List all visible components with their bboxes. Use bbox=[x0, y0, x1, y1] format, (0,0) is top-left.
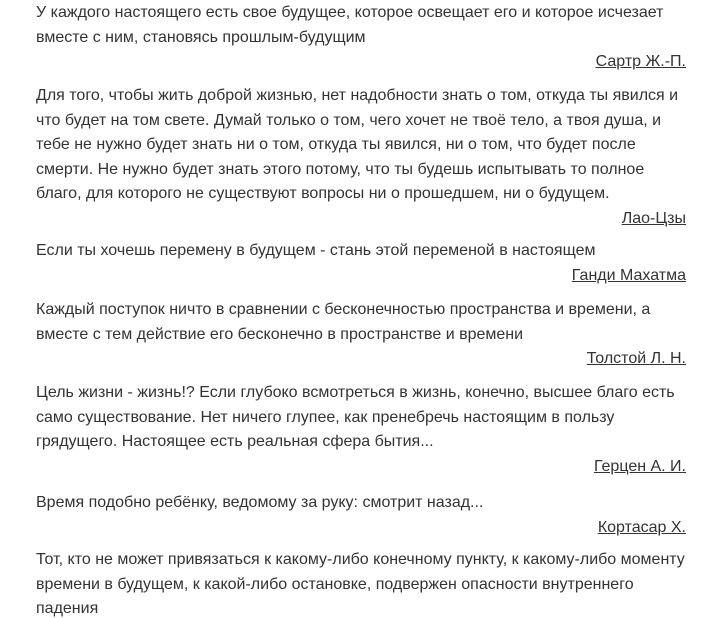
quote-text: Для того, чтобы жить доброй жизнью, нет надобности знать о том, откуда ты явился и что будет на том свете. Думай только о том, чего хочет не твоё тело, а твоя душа, и тебе не нужно будет знать ни о том, откуда ты явился, ни о том, что будет после смерти. Не нужно будет знать этого потому, что ты будешь испытывать то полное благо, для которого не существуют вопросы ни о прошедшем, ни о будущем. bbox=[36, 87, 679, 202]
quote-text: Время подобно ребёнку, ведомому за руку: смотрит назад... bbox=[36, 494, 484, 511]
quote-text: Каждый поступок ничто в сравнении с бесконечностью пространства и времени, а вместе с тем действие его бесконечно в пространстве и времени bbox=[36, 301, 651, 343]
quote-item bbox=[36, 1, 686, 74]
quote-item bbox=[36, 239, 686, 288]
quote-author-link[interactable]: Ганди Махатма bbox=[571, 266, 686, 284]
quote-text: Если ты хочешь перемену в будущем - стань этой переменой в настоящем bbox=[36, 242, 596, 259]
quote-item bbox=[36, 381, 686, 479]
quote-text: Цель жизни - жизнь!? Если глубоко всмотреться в жизнь, конечно, высшее благо есть само существование. Нет ничего глупее, как пренебречь настоящим в пользу грядущего. Настоящее есть реальная сфера бытия... bbox=[36, 384, 675, 450]
quote-item bbox=[36, 548, 686, 618]
quote-author-link[interactable]: Толстой Л. Н. bbox=[586, 350, 686, 367]
quote-item bbox=[36, 298, 686, 371]
quote-author-link[interactable]: Герцен А. И. bbox=[593, 457, 686, 475]
quote-text: Тот, кто не может привязаться к какому-либо конечному пункту, к какому-либо моменту времени в будущем, к какой-либо остановке, подвержен опасности внутреннего падения bbox=[36, 551, 685, 617]
quote-author-link[interactable]: Лао-Цзы bbox=[621, 209, 686, 227]
quote-author-link[interactable]: Кортасар Х. bbox=[597, 518, 686, 536]
quote-author-link[interactable]: Сартр Ж.-П. bbox=[595, 53, 686, 70]
quote-item bbox=[36, 491, 686, 540]
quote-item bbox=[36, 84, 686, 231]
quote-text: У каждого настоящего есть свое будущее, которое освещает его и которое исчезает вместе с ним, становясь прошлым-будущим bbox=[36, 4, 664, 46]
